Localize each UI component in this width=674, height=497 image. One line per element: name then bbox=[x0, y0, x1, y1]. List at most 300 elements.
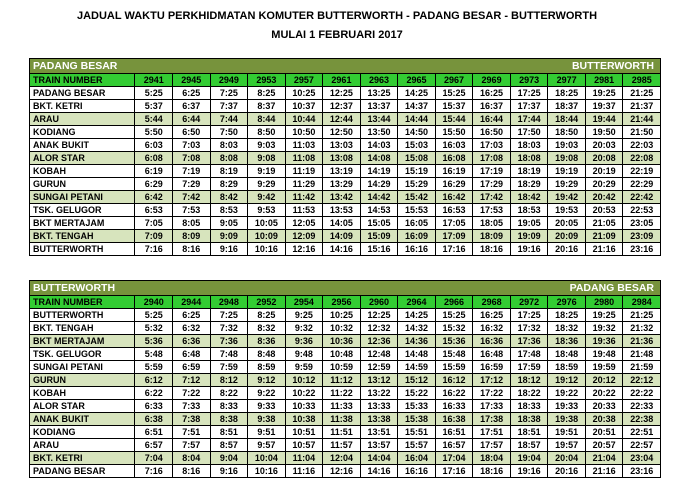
station-name: BKT. TENGAH bbox=[30, 230, 135, 243]
departure-time: 20:29 bbox=[585, 178, 623, 191]
departure-time: 14:50 bbox=[398, 126, 436, 139]
departure-time: 17:08 bbox=[473, 152, 511, 165]
station-row bbox=[30, 100, 661, 113]
departure-time: 17:38 bbox=[473, 413, 511, 426]
departure-time: 16:16 bbox=[398, 465, 436, 478]
timetable-padang-besar-to-butterworth bbox=[29, 58, 661, 256]
destination-station-label: PADANG BESAR bbox=[548, 281, 661, 296]
departure-time: 18:42 bbox=[510, 191, 548, 204]
departure-time: 12:59 bbox=[360, 361, 398, 374]
departure-time: 18:44 bbox=[548, 113, 586, 126]
departure-time: 9:12 bbox=[248, 374, 286, 387]
station-name: KOBAH bbox=[30, 387, 135, 400]
departure-time: 9:29 bbox=[248, 178, 286, 191]
departure-time: 18:37 bbox=[548, 100, 586, 113]
departure-time: 19:08 bbox=[548, 152, 586, 165]
train-number: 2965 bbox=[398, 74, 436, 87]
departure-time: 7:59 bbox=[210, 361, 248, 374]
departure-time: 13:08 bbox=[323, 152, 361, 165]
departure-time: 11:29 bbox=[285, 178, 323, 191]
departure-time: 13:19 bbox=[323, 165, 361, 178]
departure-time: 11:42 bbox=[285, 191, 323, 204]
station-name: BKT MERTAJAM bbox=[30, 217, 135, 230]
departure-time: 17:51 bbox=[473, 426, 511, 439]
departure-time: 5:37 bbox=[135, 100, 173, 113]
departure-time: 9:51 bbox=[248, 426, 286, 439]
departure-time: 21:25 bbox=[623, 87, 661, 100]
departure-time: 8:12 bbox=[210, 374, 248, 387]
departure-time: 10:51 bbox=[285, 426, 323, 439]
departure-time: 17:36 bbox=[510, 335, 548, 348]
departure-time: 6:50 bbox=[173, 126, 211, 139]
station-row bbox=[30, 309, 661, 322]
departure-time: 16:38 bbox=[435, 413, 473, 426]
departure-time: 10:16 bbox=[248, 243, 286, 256]
departure-time: 8:32 bbox=[248, 322, 286, 335]
departure-time: 7:48 bbox=[210, 348, 248, 361]
departure-time: 18:22 bbox=[510, 387, 548, 400]
departure-time: 8:33 bbox=[210, 400, 248, 413]
departure-time: 12:04 bbox=[323, 452, 361, 465]
departure-time: 19:16 bbox=[510, 243, 548, 256]
departure-time: 12:36 bbox=[360, 335, 398, 348]
departure-time: 22:51 bbox=[623, 426, 661, 439]
train-number: 2981 bbox=[585, 74, 623, 87]
departure-time: 12:25 bbox=[323, 87, 361, 100]
train-number: 2944 bbox=[173, 296, 211, 309]
departure-time: 15:19 bbox=[398, 165, 436, 178]
departure-time: 7:44 bbox=[210, 113, 248, 126]
departure-time: 9:48 bbox=[285, 348, 323, 361]
departure-time: 13:53 bbox=[323, 204, 361, 217]
departure-time: 15:03 bbox=[398, 139, 436, 152]
departure-time: 14:29 bbox=[360, 178, 398, 191]
station-name: SUNGAI PETANI bbox=[30, 191, 135, 204]
departure-time: 20:33 bbox=[585, 400, 623, 413]
station-row bbox=[30, 465, 661, 478]
train-number: 2953 bbox=[248, 74, 286, 87]
departure-time: 22:42 bbox=[623, 191, 661, 204]
departure-time: 16:51 bbox=[435, 426, 473, 439]
departure-time: 19:29 bbox=[548, 178, 586, 191]
departure-time: 10:33 bbox=[285, 400, 323, 413]
station-row bbox=[30, 204, 661, 217]
departure-time: 13:03 bbox=[323, 139, 361, 152]
departure-time: 9:38 bbox=[248, 413, 286, 426]
departure-time: 10:57 bbox=[285, 439, 323, 452]
departure-time: 18:25 bbox=[548, 309, 586, 322]
departure-time: 20:16 bbox=[548, 465, 586, 478]
departure-time: 14:16 bbox=[360, 465, 398, 478]
departure-time: 17:29 bbox=[473, 178, 511, 191]
departure-time: 16:29 bbox=[435, 178, 473, 191]
departure-time: 23:16 bbox=[623, 243, 661, 256]
departure-time: 23:05 bbox=[623, 217, 661, 230]
departure-time: 16:16 bbox=[398, 243, 436, 256]
departure-time: 10:50 bbox=[285, 126, 323, 139]
station-name: BUTTERWORTH bbox=[30, 309, 135, 322]
departure-time: 22:08 bbox=[623, 152, 661, 165]
departure-time: 21:37 bbox=[623, 100, 661, 113]
station-row bbox=[30, 413, 661, 426]
departure-time: 21:16 bbox=[585, 243, 623, 256]
departure-time: 13:42 bbox=[323, 191, 361, 204]
departure-time: 20:38 bbox=[585, 413, 623, 426]
departure-time: 16:12 bbox=[435, 374, 473, 387]
departure-time: 21:36 bbox=[623, 335, 661, 348]
departure-time: 13:12 bbox=[360, 374, 398, 387]
departure-time: 18:53 bbox=[510, 204, 548, 217]
departure-time: 18:48 bbox=[548, 348, 586, 361]
departure-time: 11:51 bbox=[323, 426, 361, 439]
departure-time: 19:53 bbox=[548, 204, 586, 217]
departure-time: 15:38 bbox=[398, 413, 436, 426]
departure-time: 11:33 bbox=[323, 400, 361, 413]
departure-time: 9:53 bbox=[248, 204, 286, 217]
departure-time: 20:22 bbox=[585, 387, 623, 400]
train-number: 2957 bbox=[285, 74, 323, 87]
station-row bbox=[30, 452, 661, 465]
departure-time: 22:19 bbox=[623, 165, 661, 178]
departure-time: 18:08 bbox=[510, 152, 548, 165]
departure-time: 17:53 bbox=[473, 204, 511, 217]
origin-station-label: BUTTERWORTH bbox=[30, 281, 211, 296]
departure-time: 5:59 bbox=[135, 361, 173, 374]
departure-time: 20:09 bbox=[548, 230, 586, 243]
departure-time: 12:05 bbox=[285, 217, 323, 230]
train-number: 2949 bbox=[210, 74, 248, 87]
departure-time: 11:57 bbox=[323, 439, 361, 452]
departure-time: 21:32 bbox=[623, 322, 661, 335]
departure-time: 17:16 bbox=[435, 465, 473, 478]
departure-time: 19:16 bbox=[510, 465, 548, 478]
departure-time: 7:16 bbox=[135, 465, 173, 478]
departure-time: 19:25 bbox=[585, 309, 623, 322]
departure-time: 9:09 bbox=[210, 230, 248, 243]
departure-time: 21:09 bbox=[585, 230, 623, 243]
departure-time: 19:12 bbox=[548, 374, 586, 387]
departure-time: 10:12 bbox=[285, 374, 323, 387]
departure-time: 16:36 bbox=[473, 335, 511, 348]
departure-time: 19:05 bbox=[510, 217, 548, 230]
station-name: BKT. TENGAH bbox=[30, 322, 135, 335]
departure-time: 7:42 bbox=[173, 191, 211, 204]
station-row bbox=[30, 361, 661, 374]
station-row bbox=[30, 374, 661, 387]
departure-time: 7:53 bbox=[173, 204, 211, 217]
train-number: 2963 bbox=[360, 74, 398, 87]
station-name: KODIANG bbox=[30, 126, 135, 139]
departure-time: 13:51 bbox=[360, 426, 398, 439]
departure-time: 20:04 bbox=[548, 452, 586, 465]
departure-time: 7:51 bbox=[173, 426, 211, 439]
departure-time: 15:33 bbox=[398, 400, 436, 413]
departure-time: 19:22 bbox=[548, 387, 586, 400]
departure-time: 23:09 bbox=[623, 230, 661, 243]
departure-time: 9:25 bbox=[285, 309, 323, 322]
departure-time: 14:42 bbox=[360, 191, 398, 204]
train-number: 2954 bbox=[285, 296, 323, 309]
departure-time: 17:44 bbox=[510, 113, 548, 126]
station-row bbox=[30, 439, 661, 452]
train-number-row bbox=[30, 296, 661, 309]
departure-time: 22:57 bbox=[623, 439, 661, 452]
departure-time: 7:38 bbox=[173, 413, 211, 426]
station-name: KODIANG bbox=[30, 426, 135, 439]
departure-time: 19:32 bbox=[585, 322, 623, 335]
departure-time: 21:48 bbox=[623, 348, 661, 361]
departure-time: 16:32 bbox=[473, 322, 511, 335]
station-name: GURUN bbox=[30, 374, 135, 387]
departure-time: 18:09 bbox=[473, 230, 511, 243]
departure-time: 15:50 bbox=[435, 126, 473, 139]
departure-time: 20:12 bbox=[585, 374, 623, 387]
departure-time: 18:25 bbox=[548, 87, 586, 100]
departure-time: 17:09 bbox=[435, 230, 473, 243]
departure-time: 16:09 bbox=[398, 230, 436, 243]
departure-time: 18:36 bbox=[548, 335, 586, 348]
departure-time: 19:42 bbox=[548, 191, 586, 204]
train-number: 2968 bbox=[473, 296, 511, 309]
departure-time: 6:38 bbox=[135, 413, 173, 426]
departure-time: 17:50 bbox=[510, 126, 548, 139]
departure-time: 21:04 bbox=[585, 452, 623, 465]
departure-time: 7:04 bbox=[135, 452, 173, 465]
departure-time: 8:42 bbox=[210, 191, 248, 204]
departure-time: 7:57 bbox=[173, 439, 211, 452]
departure-time: 19:59 bbox=[585, 361, 623, 374]
departure-time: 14:03 bbox=[360, 139, 398, 152]
station-row bbox=[30, 243, 661, 256]
page-title: JADUAL WAKTU PERKHIDMATAN KOMUTER BUTTERWORTH - PADANG BESAR - BUTTERWORTH bbox=[76, 10, 598, 22]
departure-time: 14:37 bbox=[398, 100, 436, 113]
departure-time: 9:33 bbox=[248, 400, 286, 413]
departure-time: 20:16 bbox=[548, 243, 586, 256]
station-row bbox=[30, 165, 661, 178]
station-name: BUTTERWORTH bbox=[30, 243, 135, 256]
departure-time: 17:59 bbox=[510, 361, 548, 374]
departure-time: 6:29 bbox=[135, 178, 173, 191]
departure-time: 14:59 bbox=[398, 361, 436, 374]
departure-time: 10:59 bbox=[323, 361, 361, 374]
departure-time: 21:25 bbox=[623, 309, 661, 322]
train-number: 2980 bbox=[585, 296, 623, 309]
departure-time: 5:50 bbox=[135, 126, 173, 139]
departure-time: 12:16 bbox=[285, 243, 323, 256]
station-name: PADANG BESAR bbox=[30, 465, 135, 478]
departure-time: 17:16 bbox=[435, 243, 473, 256]
departure-time: 16:44 bbox=[473, 113, 511, 126]
departure-time: 14:25 bbox=[398, 309, 436, 322]
departure-time: 6:22 bbox=[135, 387, 173, 400]
timetable-butterworth-to-padang-besar bbox=[29, 280, 661, 478]
direction-header bbox=[30, 281, 661, 296]
departure-time: 6:51 bbox=[135, 426, 173, 439]
departure-time: 6:48 bbox=[173, 348, 211, 361]
departure-time: 21:16 bbox=[585, 465, 623, 478]
departure-time: 6:33 bbox=[135, 400, 173, 413]
departure-time: 22:53 bbox=[623, 204, 661, 217]
departure-time: 8:36 bbox=[248, 335, 286, 348]
departure-time: 16:37 bbox=[473, 100, 511, 113]
station-name: ANAK BUKIT bbox=[30, 139, 135, 152]
departure-time: 8:16 bbox=[173, 465, 211, 478]
departure-time: 20:08 bbox=[585, 152, 623, 165]
departure-time: 7:19 bbox=[173, 165, 211, 178]
departure-time: 17:04 bbox=[435, 452, 473, 465]
departure-time: 8:16 bbox=[173, 243, 211, 256]
departure-time: 19:38 bbox=[548, 413, 586, 426]
departure-time: 16:22 bbox=[435, 387, 473, 400]
departure-time: 8:03 bbox=[210, 139, 248, 152]
departure-time: 16:48 bbox=[473, 348, 511, 361]
departure-time: 9:16 bbox=[210, 465, 248, 478]
departure-time: 8:08 bbox=[210, 152, 248, 165]
departure-time: 6:19 bbox=[135, 165, 173, 178]
departure-time: 17:32 bbox=[510, 322, 548, 335]
departure-time: 18:03 bbox=[510, 139, 548, 152]
departure-time: 8:48 bbox=[248, 348, 286, 361]
origin-station-label: PADANG BESAR bbox=[30, 59, 211, 74]
station-name: TSK. GELUGOR bbox=[30, 204, 135, 217]
departure-time: 14:53 bbox=[360, 204, 398, 217]
departure-time: 11:03 bbox=[285, 139, 323, 152]
departure-time: 20:42 bbox=[585, 191, 623, 204]
station-row bbox=[30, 126, 661, 139]
station-name: BKT. KETRI bbox=[30, 100, 135, 113]
departure-time: 14:48 bbox=[398, 348, 436, 361]
station-row bbox=[30, 335, 661, 348]
departure-time: 14:09 bbox=[323, 230, 361, 243]
departure-time: 18:57 bbox=[510, 439, 548, 452]
train-number: 2984 bbox=[623, 296, 661, 309]
departure-time: 8:29 bbox=[210, 178, 248, 191]
departure-time: 11:12 bbox=[323, 374, 361, 387]
departure-time: 18:51 bbox=[510, 426, 548, 439]
departure-time: 22:38 bbox=[623, 413, 661, 426]
departure-time: 14:19 bbox=[360, 165, 398, 178]
departure-time: 15:05 bbox=[360, 217, 398, 230]
train-number-label: TRAIN NUMBER bbox=[30, 296, 135, 309]
departure-time: 19:36 bbox=[585, 335, 623, 348]
departure-time: 19:48 bbox=[585, 348, 623, 361]
departure-time: 10:04 bbox=[248, 452, 286, 465]
departure-time: 10:37 bbox=[285, 100, 323, 113]
departure-time: 17:42 bbox=[473, 191, 511, 204]
departure-time: 21:05 bbox=[585, 217, 623, 230]
station-name: BKT MERTAJAM bbox=[30, 335, 135, 348]
departure-time: 7:33 bbox=[173, 400, 211, 413]
departure-time: 16:59 bbox=[473, 361, 511, 374]
departure-time: 8:59 bbox=[248, 361, 286, 374]
departure-time: 15:25 bbox=[435, 309, 473, 322]
departure-time: 15:42 bbox=[398, 191, 436, 204]
departure-time: 19:33 bbox=[548, 400, 586, 413]
departure-time: 17:19 bbox=[473, 165, 511, 178]
departure-time: 14:05 bbox=[323, 217, 361, 230]
departure-time: 21:59 bbox=[623, 361, 661, 374]
station-row bbox=[30, 191, 661, 204]
departure-time: 12:16 bbox=[323, 465, 361, 478]
departure-time: 5:44 bbox=[135, 113, 173, 126]
station-name: GURUN bbox=[30, 178, 135, 191]
departure-time: 6:42 bbox=[135, 191, 173, 204]
departure-time: 9:36 bbox=[285, 335, 323, 348]
departure-time: 13:57 bbox=[360, 439, 398, 452]
departure-time: 8:50 bbox=[248, 126, 286, 139]
departure-time: 15:09 bbox=[360, 230, 398, 243]
departure-time: 12:44 bbox=[323, 113, 361, 126]
departure-time: 19:57 bbox=[548, 439, 586, 452]
departure-time: 9:59 bbox=[285, 361, 323, 374]
train-number: 2966 bbox=[435, 296, 473, 309]
departure-time: 7:50 bbox=[210, 126, 248, 139]
departure-time: 11:22 bbox=[323, 387, 361, 400]
departure-time: 7:08 bbox=[173, 152, 211, 165]
departure-time: 12:25 bbox=[360, 309, 398, 322]
departure-time: 7:05 bbox=[135, 217, 173, 230]
departure-time: 18:16 bbox=[473, 243, 511, 256]
departure-time: 19:44 bbox=[585, 113, 623, 126]
departure-time: 18:29 bbox=[510, 178, 548, 191]
departure-time: 5:36 bbox=[135, 335, 173, 348]
departure-time: 7:12 bbox=[173, 374, 211, 387]
train-number: 2967 bbox=[435, 74, 473, 87]
departure-time: 7:32 bbox=[210, 322, 248, 335]
departure-time: 17:25 bbox=[510, 87, 548, 100]
departure-time: 9:08 bbox=[248, 152, 286, 165]
departure-time: 15:36 bbox=[435, 335, 473, 348]
departure-time: 7:29 bbox=[173, 178, 211, 191]
departure-time: 8:22 bbox=[210, 387, 248, 400]
station-row bbox=[30, 113, 661, 126]
train-number: 2960 bbox=[360, 296, 398, 309]
departure-time: 5:48 bbox=[135, 348, 173, 361]
departure-time: 20:57 bbox=[585, 439, 623, 452]
departure-time: 8:38 bbox=[210, 413, 248, 426]
departure-time: 12:37 bbox=[323, 100, 361, 113]
departure-time: 11:04 bbox=[285, 452, 323, 465]
departure-time: 16:57 bbox=[435, 439, 473, 452]
departure-time: 10:22 bbox=[285, 387, 323, 400]
departure-time: 9:16 bbox=[210, 243, 248, 256]
departure-time: 15:37 bbox=[435, 100, 473, 113]
departure-time: 6:08 bbox=[135, 152, 173, 165]
train-number: 2948 bbox=[210, 296, 248, 309]
departure-time: 16:08 bbox=[435, 152, 473, 165]
departure-time: 7:09 bbox=[135, 230, 173, 243]
departure-time: 23:04 bbox=[623, 452, 661, 465]
departure-time: 7:03 bbox=[173, 139, 211, 152]
departure-time: 14:16 bbox=[323, 243, 361, 256]
departure-time: 11:16 bbox=[285, 465, 323, 478]
departure-time: 16:25 bbox=[473, 309, 511, 322]
departure-time: 8:05 bbox=[173, 217, 211, 230]
station-row bbox=[30, 348, 661, 361]
departure-time: 8:51 bbox=[210, 426, 248, 439]
station-name: ALOR STAR bbox=[30, 400, 135, 413]
departure-time: 19:25 bbox=[585, 87, 623, 100]
departure-time: 8:19 bbox=[210, 165, 248, 178]
train-number: 2956 bbox=[323, 296, 361, 309]
station-row bbox=[30, 322, 661, 335]
station-row bbox=[30, 178, 661, 191]
departure-time: 23:16 bbox=[623, 465, 661, 478]
train-number: 2972 bbox=[510, 296, 548, 309]
departure-time: 16:03 bbox=[435, 139, 473, 152]
departure-time: 14:04 bbox=[360, 452, 398, 465]
departure-time: 18:32 bbox=[548, 322, 586, 335]
